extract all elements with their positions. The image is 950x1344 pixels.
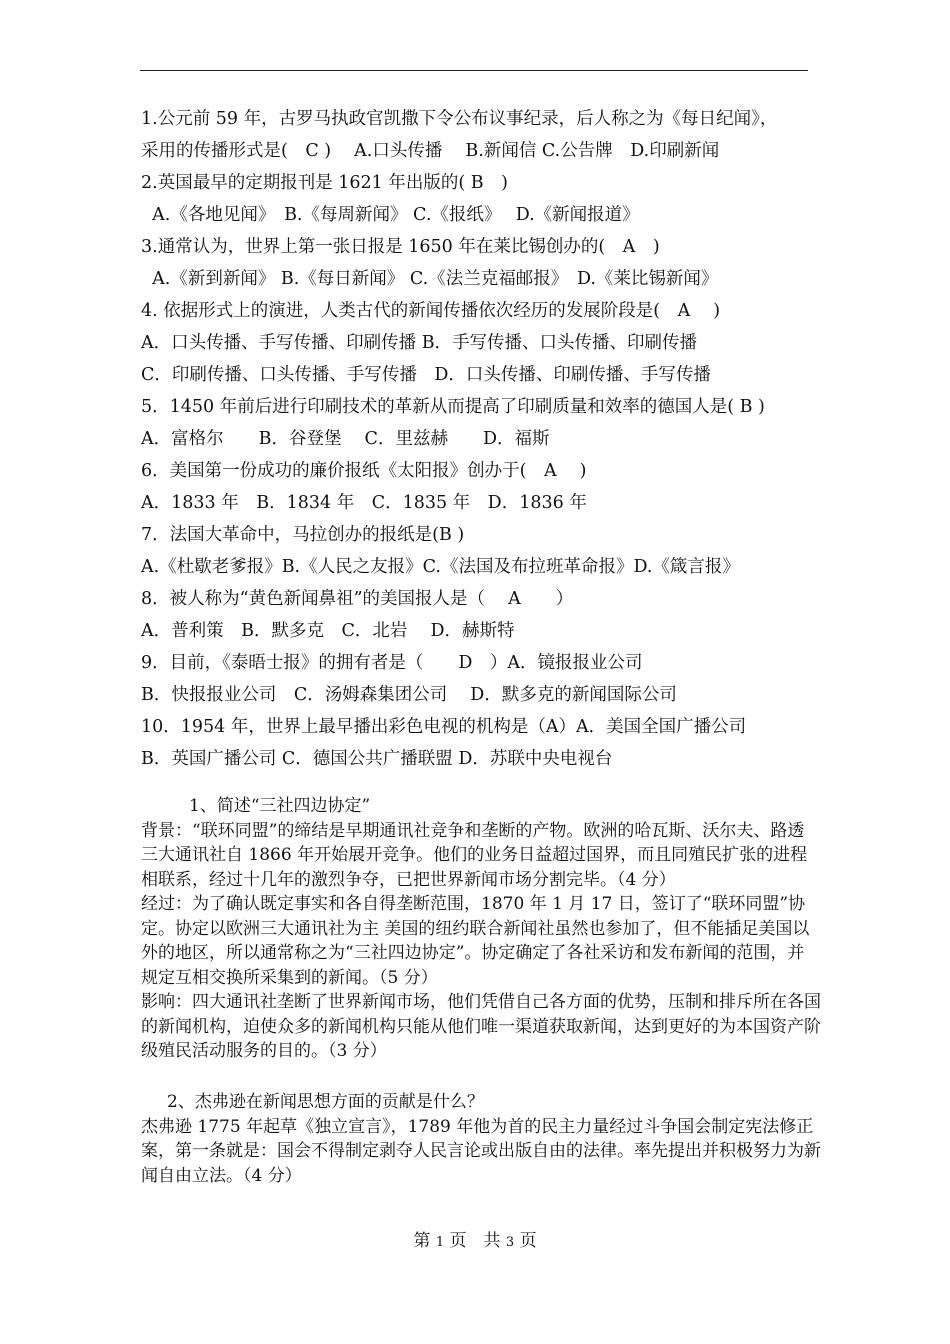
header-rule — [140, 70, 808, 71]
section-paragraph-process: 经过：为了确认既定事实和各自得垄断范围，1870 年 1 月 17 日，签订了“联环同盟”协定。协定以欧洲三大通讯社为主 美国的纽约联合新闻社虽然也参加了，但不能插足美国以外的地区，所以通常称之为“三社四边协定”。协定确定了各社采访和发布新闻的范围，并规定互相交换所采集到的新闻。（5 分） — [141, 894, 810, 988]
total-page-number: 3 — [505, 1235, 515, 1250]
question-line: C．印刷传播、口头传播、手写传播 D．口头传播、印刷传播、手写传播 — [141, 365, 711, 385]
question-line: 6．美国第一份成功的廉价报纸《太阳报》创办于( A ) — [141, 461, 587, 481]
section-paragraph-impact: 影响：四大通讯社垄断了世界新闻市场，他们凭借自己各方面的优势，压制和排斥所在各国的新闻机构，迫使众多的新闻机构只能从他们唯一渠道获取新闻，达到更好的为本国资产阶级殖民活动服务的目的。（3 分） — [141, 992, 821, 1061]
question-line: B．英国广播公司 C．德国公共广播联盟 D．苏联中央电视台 — [141, 749, 613, 769]
question-line: 1.公元前 59 年，古罗马执政官凯撒下令公布议事纪录，后人称之为《每日纪闻》， — [141, 109, 778, 129]
question-line: 8．被人称为“黄色新闻鼻祖”的美国报人是（ A ） — [141, 589, 574, 609]
question-line: A.《新到新闻》 B.《每日新闻》 C.《法兰克福邮报》 D.《莱比锡新闻》 — [141, 269, 719, 289]
question-line: 10．1954 年，世界上最早播出彩色电视的机构是（A）A．美国全国广播公司 — [141, 717, 747, 737]
question-line: 9．目前，《泰晤士报》的拥有者是（ D ）A．镜报报业公司 — [141, 653, 643, 673]
question-line: 采用的传播形式是( C ) A.口头传播 B.新闻信 C.公告牌 D.印刷新闻 — [141, 141, 720, 161]
current-page-number: 1 — [435, 1235, 445, 1250]
footer-suffix: 页 — [519, 1231, 537, 1251]
question-line: A．普利策 B．默多克 C．北岩 D．赫斯特 — [141, 621, 515, 641]
question-line: 3.通常认为，世界上第一张日报是 1650 年在莱比锡创办的( A ) — [141, 237, 660, 257]
question-line: B．快报报业公司 C．汤姆森集团公司 D．默多克的新闻国际公司 — [141, 685, 677, 705]
question-line: A.《各地见闻》 B.《每周新闻》 C.《报纸》 D.《新闻报道》 — [141, 205, 640, 225]
footer-mid: 页 共 — [449, 1231, 501, 1251]
section-jefferson — [141, 1090, 821, 1188]
footer-prefix: 第 — [413, 1231, 431, 1251]
section-three-agencies — [141, 794, 821, 1064]
question-line: 7．法国大革命中，马拉创办的报纸是(B ) — [141, 525, 465, 545]
question-line: 4. 依据形式上的演进，人类古代的新闻传播依次经历的发展阶段是( A ) — [141, 301, 721, 321]
section-paragraph: 杰弗逊 1775 年起草《独立宣言》，1789 年他为首的民主力量经过斗争国会制定宪法修正案，第一条就是：国会不得制定剥夺人民言论或出版自由的法律。率先提出并积极努力为新闻自由立法。（4 分） — [141, 1116, 821, 1186]
question-line: 5．1450 年前后进行印刷技术的革新从而提高了印刷质量和效率的德国人是( B ) — [141, 397, 765, 417]
section-paragraph-background: 背景：“联环同盟”的缔结是早期通讯社竞争和垄断的产物。欧洲的哈瓦斯、沃尔夫、路透三大通讯社自 1866 年开始展开竞争。他们的业务日益超过国界，而且同殖民扩张的进程相联系，经过十几年的激烈争夺，已把世界新闻市场分割完毕。（4 分） — [141, 820, 808, 890]
question-line: A．富格尔 B．谷登堡 C．里兹赫 D．福斯 — [141, 429, 550, 449]
question-line: A.《杜歇老爹报》B.《人民之友报》C.《法国及布拉班革命报》D.《箴言报》 — [141, 557, 740, 577]
section-heading: 1、简述“三社四边协定” — [189, 796, 371, 816]
page-footer — [0, 1226, 950, 1251]
question-line: 2.英国最早的定期报刊是 1621 年出版的( B ) — [141, 173, 508, 193]
section-heading: 2、杰弗逊在新闻思想方面的贡献是什么？ — [167, 1092, 484, 1112]
question-line: A．1833 年 B．1834 年 C．1835 年 D．1836 年 — [141, 493, 587, 513]
question-line: A．口头传播、手写传播、印刷传播 B．手写传播、口头传播、印刷传播 — [141, 333, 698, 353]
